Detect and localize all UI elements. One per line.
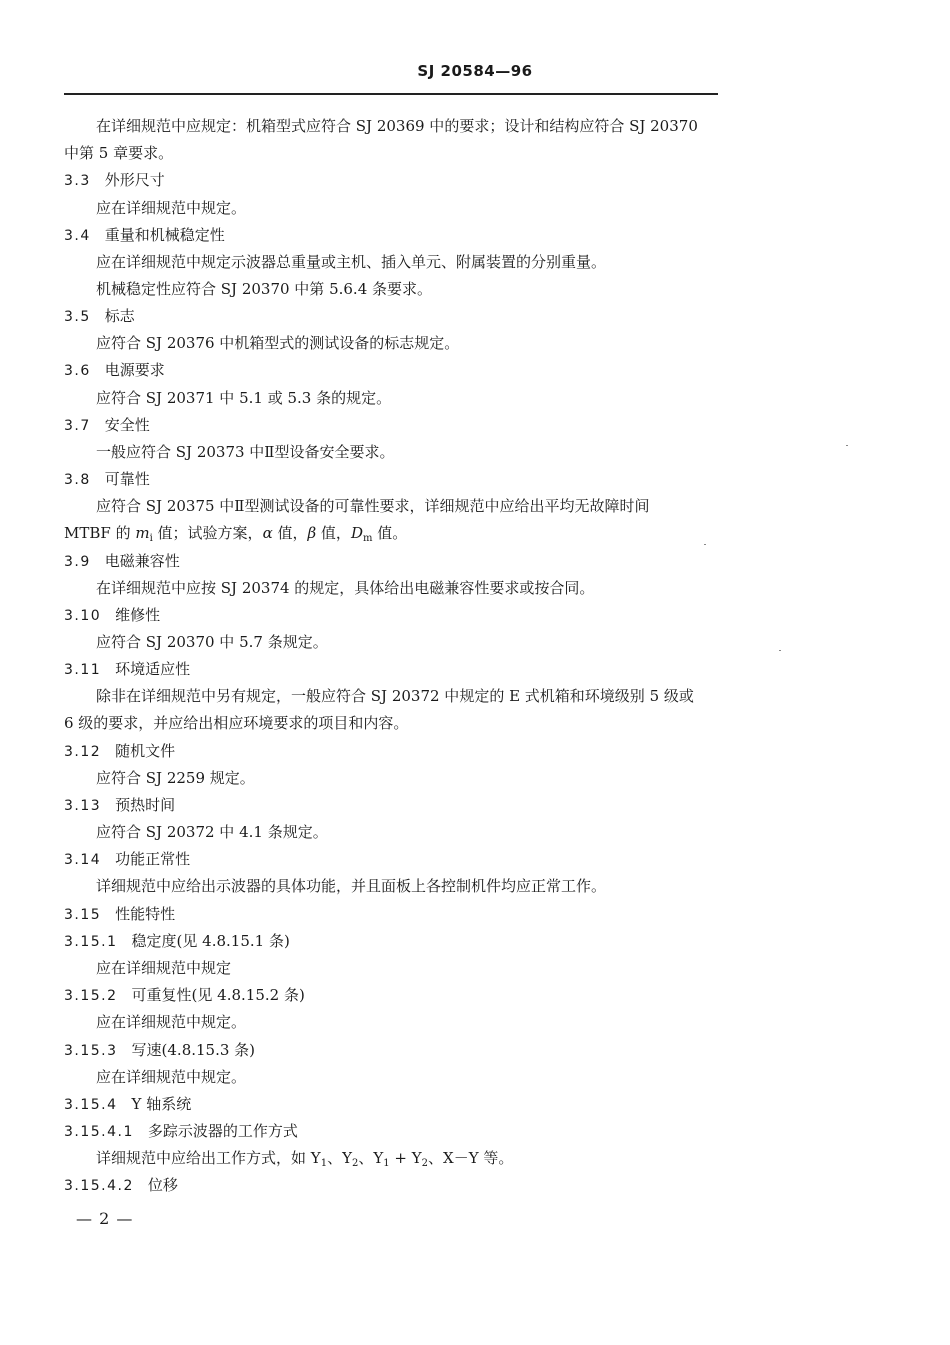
section-heading-3-12	[64, 741, 175, 761]
section-number: 3.15.4.1	[64, 1124, 134, 1140]
section-number: 3.15	[64, 907, 102, 923]
section-heading-3-15-1	[64, 931, 290, 951]
section-heading-3-15-4	[64, 1094, 191, 1114]
section-number: 3.15.2	[64, 988, 118, 1004]
section-heading-3-4	[64, 225, 225, 245]
body-line: 在详细规范中应规定：机箱型式应符合 SJ 20369 中的要求；设计和结构应符合 SJ 20370	[96, 117, 698, 135]
text-run: 、Y	[327, 1149, 352, 1167]
body-line: 应在详细规范中规定。	[96, 199, 247, 217]
section-number: 3.14	[64, 852, 102, 868]
section-number: 3.12	[64, 744, 102, 760]
section-title: 维修性	[115, 606, 161, 624]
section-title: 环境适应性	[115, 660, 191, 678]
section-title: 重量和机械稳定性	[104, 226, 225, 244]
body-line: 应符合 SJ 20370 中 5.7 条规定。	[96, 633, 328, 651]
section-title: 可重复性(见 4.8.15.2 条)	[131, 986, 305, 1004]
section-heading-3-8	[64, 469, 150, 489]
symbol-d: D	[350, 524, 363, 542]
section-title: 安全性	[104, 416, 150, 434]
section-title: 标志	[104, 307, 135, 325]
scan-speck	[704, 544, 706, 545]
section-title: 多踪示波器的工作方式	[147, 1122, 298, 1140]
section-title: 可靠性	[104, 470, 150, 488]
body-line: 应在详细规范中规定示波器总重量或主机、插入单元、附属装置的分别重量。	[96, 253, 607, 271]
section-number: 3.7	[64, 418, 91, 434]
header-rule	[64, 93, 718, 95]
text-run: 值；试验方案，	[152, 524, 263, 542]
section-heading-3-15-4-1	[64, 1121, 298, 1141]
subscript: 2	[421, 1158, 429, 1169]
section-heading-3-15	[64, 904, 175, 924]
subscript: m	[362, 533, 373, 544]
section-title: 电源要求	[104, 361, 165, 379]
section-heading-3-14	[64, 849, 190, 869]
symbol-m: m	[135, 524, 150, 542]
section-title: Y 轴系统	[131, 1095, 192, 1113]
section-title: 随机文件	[115, 742, 176, 760]
section-number: 3.15.4	[64, 1097, 118, 1113]
text-run: 、Y	[358, 1149, 384, 1167]
body-line: 一般应符合 SJ 20373 中Ⅱ型设备安全要求。	[96, 443, 395, 461]
section-heading-3-15-3	[64, 1040, 255, 1060]
section-title: 写速(4.8.15.3 条)	[131, 1041, 256, 1059]
section-title: 功能正常性	[115, 850, 191, 868]
section-heading-3-11	[64, 659, 190, 679]
section-heading-3-5	[64, 306, 135, 326]
body-line: 应符合 SJ 20371 中 5.1 或 5.3 条的规定。	[96, 389, 392, 407]
body-line: 应符合 SJ 2259 规定。	[96, 769, 255, 787]
section-title: 电磁兼容性	[104, 552, 180, 570]
section-heading-3-7	[64, 415, 150, 435]
symbol-alpha: α	[262, 524, 273, 542]
body-line: 应符合 SJ 20372 中 4.1 条规定。	[96, 823, 328, 841]
text-run: + Y	[389, 1149, 422, 1167]
body-line: 中第 5 章要求。	[64, 144, 174, 162]
section-number: 3.15.4.2	[64, 1178, 134, 1194]
subscript: 1	[320, 1158, 328, 1169]
section-title: 性能特性	[115, 905, 176, 923]
section-number: 3.8	[64, 472, 91, 488]
body-line: 应符合 SJ 20375 中Ⅱ型测试设备的可靠性要求，详细规范中应给出平均无故障时间	[96, 497, 650, 515]
body-line: 在详细规范中应按 SJ 20374 的规定，具体给出电磁兼容性要求或按合同。	[96, 579, 595, 597]
body-line: 应在详细规范中规定。	[96, 1013, 247, 1031]
text-run: 值，	[316, 524, 351, 542]
symbol-beta: β	[307, 524, 317, 542]
section-number: 3.4	[64, 228, 91, 244]
text-run: 值。	[372, 524, 408, 542]
text-run: 、X－Y 等。	[428, 1149, 514, 1167]
body-line: 应在详细规范中规定	[96, 959, 232, 977]
section-number: 3.15.3	[64, 1043, 118, 1059]
subscript: i	[149, 533, 153, 544]
scan-speck	[846, 445, 848, 446]
section-number: 3.13	[64, 798, 102, 814]
subscript: 2	[351, 1158, 359, 1169]
section-number: 3.9	[64, 554, 91, 570]
body-line: 应符合 SJ 20376 中机箱型式的测试设备的标志规定。	[96, 334, 460, 352]
section-title: 稳定度(见 4.8.15.1 条)	[131, 932, 290, 950]
text-run: MTBF 的	[64, 524, 136, 542]
section-number: 3.10	[64, 608, 102, 624]
body-line: 详细规范中应给出示波器的具体功能，并且面板上各控制机件均应正常工作。	[96, 877, 607, 895]
section-title: 位移	[147, 1176, 178, 1194]
section-heading-3-15-4-2	[64, 1175, 178, 1195]
text-run: 详细规范中应给出工作方式，如 Y	[96, 1149, 321, 1167]
section-heading-3-13	[64, 795, 175, 815]
section-heading-3-6	[64, 360, 165, 380]
section-title: 预热时间	[115, 796, 176, 814]
section-title: 外形尺寸	[104, 171, 165, 189]
body-line-formula	[64, 523, 407, 543]
text-run: 值，	[272, 524, 308, 542]
body-line: 应在详细规范中规定。	[96, 1068, 247, 1086]
body-line: 机械稳定性应符合 SJ 20370 中第 5.6.4 条要求。	[96, 280, 433, 298]
section-number: 3.5	[64, 309, 91, 325]
section-number: 3.3	[64, 173, 91, 189]
section-number: 3.11	[64, 662, 102, 678]
section-heading-3-10	[64, 605, 160, 625]
section-number: 3.15.1	[64, 934, 118, 950]
section-heading-3-3	[64, 170, 165, 190]
section-heading-3-9	[64, 551, 180, 571]
body-line: 6 级的要求，并应给出相应环境要求的项目和内容。	[64, 714, 409, 732]
section-heading-3-15-2	[64, 985, 305, 1005]
body-line-formula	[96, 1148, 513, 1168]
subscript: 1	[383, 1158, 390, 1169]
body-line: 除非在详细规范中另有规定，一般应符合 SJ 20372 中规定的 E 式机箱和环境级别 5 级或	[96, 687, 694, 705]
page-number: — 2 —	[76, 1209, 134, 1228]
section-number: 3.6	[64, 363, 91, 379]
document-code-header: SJ 20584—96	[417, 62, 533, 80]
scan-speck	[779, 650, 781, 651]
